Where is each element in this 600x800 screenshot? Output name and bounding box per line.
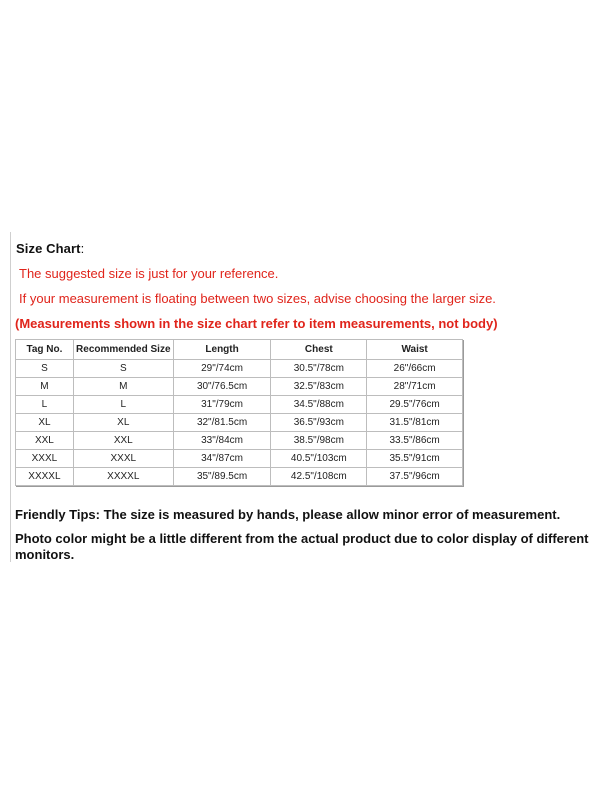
table-row bbox=[16, 468, 463, 486]
cell-length: 30"/76.5cm bbox=[173, 378, 271, 396]
cell-recommended: XXL bbox=[73, 432, 173, 450]
size-table bbox=[15, 339, 463, 486]
cell-length: 34"/87cm bbox=[173, 450, 271, 468]
cell-recommended: XXXXL bbox=[73, 468, 173, 486]
table-header-row bbox=[16, 340, 463, 360]
table-row bbox=[16, 450, 463, 468]
cell-chest: 40.5"/103cm bbox=[271, 450, 367, 468]
cell-chest: 30.5"/78cm bbox=[271, 360, 367, 378]
cell-chest: 36.5"/93cm bbox=[271, 414, 367, 432]
cell-recommended: S bbox=[73, 360, 173, 378]
cell-waist: 33.5"/86cm bbox=[367, 432, 463, 450]
header-tag-no: Tag No. bbox=[16, 340, 74, 360]
cell-tag: M bbox=[16, 378, 74, 396]
cell-recommended: XXXL bbox=[73, 450, 173, 468]
cell-chest: 32.5"/83cm bbox=[271, 378, 367, 396]
friendly-tip: Friendly Tips: The size is measured by hands, please allow minor error of measurement. bbox=[15, 507, 561, 522]
cell-recommended: M bbox=[73, 378, 173, 396]
cell-recommended: XL bbox=[73, 414, 173, 432]
cell-length: 35"/89.5cm bbox=[173, 468, 271, 486]
measurement-note: (Measurements shown in the size chart refer to item measurements, not body) bbox=[15, 316, 498, 331]
table-row bbox=[16, 432, 463, 450]
size-chart-title-text: Size Chart bbox=[16, 241, 81, 256]
table-row bbox=[16, 396, 463, 414]
cell-tag: XXXXL bbox=[16, 468, 74, 486]
cell-waist: 26"/66cm bbox=[367, 360, 463, 378]
cell-tag: S bbox=[16, 360, 74, 378]
cell-recommended: L bbox=[73, 396, 173, 414]
table-row bbox=[16, 360, 463, 378]
cell-length: 32"/81.5cm bbox=[173, 414, 271, 432]
cell-tag: XXL bbox=[16, 432, 74, 450]
reference-note: The suggested size is just for your reference. bbox=[19, 266, 279, 281]
header-chest: Chest bbox=[271, 340, 367, 360]
larger-size-note: If your measurement is floating between two sizes, advise choosing the larger size. bbox=[19, 291, 496, 306]
cell-chest: 38.5"/98cm bbox=[271, 432, 367, 450]
cell-waist: 31.5"/81cm bbox=[367, 414, 463, 432]
cell-chest: 42.5"/108cm bbox=[271, 468, 367, 486]
cell-tag: L bbox=[16, 396, 74, 414]
header-waist: Waist bbox=[367, 340, 463, 360]
table-row bbox=[16, 378, 463, 396]
cell-length: 31"/79cm bbox=[173, 396, 271, 414]
cell-waist: 37.5"/96cm bbox=[367, 468, 463, 486]
cell-waist: 28"/71cm bbox=[367, 378, 463, 396]
header-recommended-size: Recommended Size bbox=[73, 340, 173, 360]
cell-waist: 35.5"/91cm bbox=[367, 450, 463, 468]
cell-waist: 29.5"/76cm bbox=[367, 396, 463, 414]
cell-length: 33"/84cm bbox=[173, 432, 271, 450]
cell-tag: XXXL bbox=[16, 450, 74, 468]
size-chart-title bbox=[16, 241, 84, 256]
size-chart-title-colon: : bbox=[80, 241, 85, 256]
cell-tag: XL bbox=[16, 414, 74, 432]
left-divider bbox=[10, 232, 11, 562]
cell-length: 29"/74cm bbox=[173, 360, 271, 378]
header-length: Length bbox=[173, 340, 271, 360]
cell-chest: 34.5"/88cm bbox=[271, 396, 367, 414]
photo-color-tip: Photo color might be a little different from the actual product due to color display of different monitors. bbox=[15, 531, 589, 562]
table-row bbox=[16, 414, 463, 432]
